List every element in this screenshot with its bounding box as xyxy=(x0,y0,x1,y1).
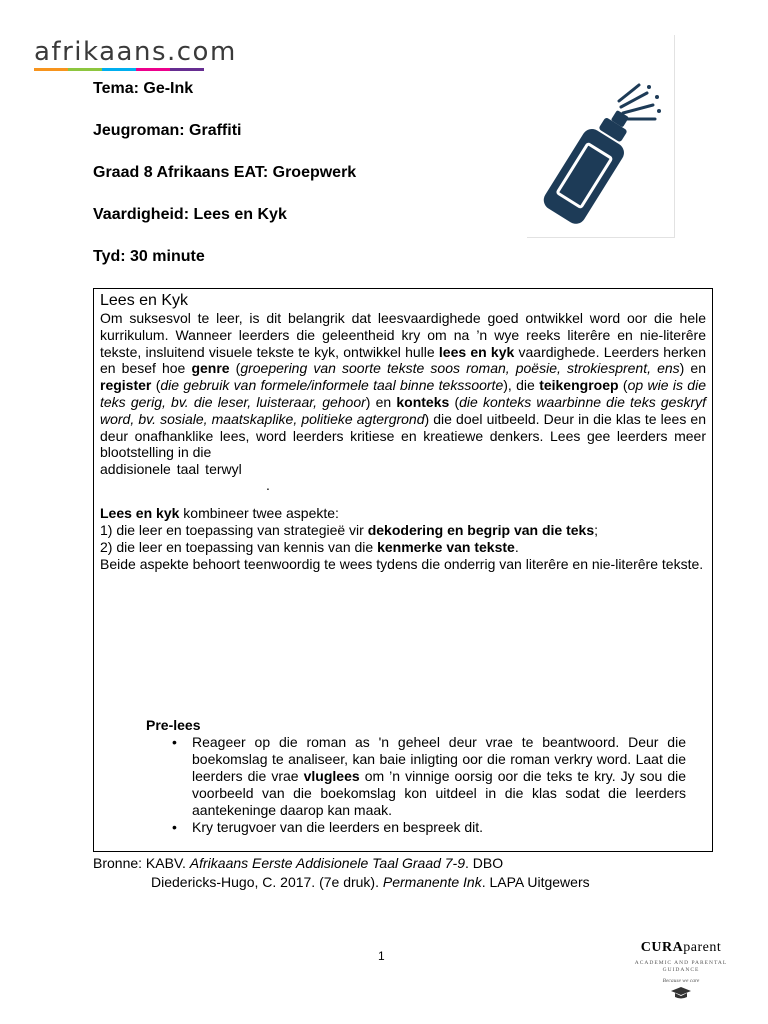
curaparent-tagline: Because we care xyxy=(662,978,700,984)
intro-paragraph-last-line: addisionele taal terwyl xyxy=(100,461,242,478)
graad-heading: Graad 8 Afrikaans EAT: Groepwerk xyxy=(93,164,357,181)
aspects-lead: Lees en kyk kombineer twee aspekte: xyxy=(100,504,339,521)
page-number: 1 xyxy=(378,949,385,963)
pre-lees-list xyxy=(146,734,686,836)
pre-lees-section xyxy=(146,717,686,836)
jeugroman-heading: Jeugroman: Graffiti xyxy=(93,122,242,139)
graduation-cap-icon xyxy=(670,986,692,1000)
aspects-closing: Beide aspekte behoort teenwoordig te wees tydens die onderrig van literêre en nie-literêre tekste. xyxy=(100,555,704,572)
vaardigheid-heading: Vaardigheid: Lees en Kyk xyxy=(93,206,287,223)
stray-dot: . xyxy=(266,476,270,493)
aspect-item-1: 1) die leer en toepassing van strategieë vir dekodering en begrip van die teks; xyxy=(100,521,599,538)
logo-text: afrikaans.com xyxy=(34,37,237,67)
curaparent-logo xyxy=(626,940,736,1005)
source-line-1: Bronne: KABV. Afrikaans Eerste Addisionele Taal Graad 7-9. DBO xyxy=(93,855,504,871)
curaparent-name: CURAparent xyxy=(640,940,722,955)
tyd-heading: Tyd: 30 minute xyxy=(93,248,205,265)
tema-heading: Tema: Ge-Ink xyxy=(93,80,194,97)
spray-can-icon xyxy=(543,81,663,231)
afrikaans-logo xyxy=(34,37,237,71)
illustration-frame xyxy=(527,35,675,238)
aspect-item-2: 2) die leer en toepassing van kennis van die kenmerke van tekste. xyxy=(100,538,519,555)
curaparent-subtitle: ACADEMIC AND PARENTAL GUIDANCE xyxy=(634,960,728,973)
pre-lees-title: Pre-lees xyxy=(146,717,201,733)
intro-paragraph: Om suksesvol te leer, is dit belangrik dat leesvaardighede goed ontwikkel word oor die hele kurrikulum. Wanneer leerders die geleentheid kry om na ’n wye reeks literêre en nie-literêre tekste, insluitend visuele tekste te kyk, ontwikkel hulle lees en kyk vaardighede. Leerders herken en besef hoe genre (groepering van soorte tekste soos roman, poësie, strokiesprent, ens) en register (die gebruik van formele/informele taal binne tekssoorte), die teikengroep (op wie is die teks gerig, bv. die leser, luisteraar, gehoor) en konteks (die konteks waarbinne die teks geskryf word, bv. sosiale, maatskaplike, politieke agtergrond) die doel uitbeeld. Deur in die klas te lees en deur onafhanklike lees, word leerders kritiese en kreatiewe denkers. Lees gee leerders meer blootstelling in die xyxy=(100,310,707,461)
source-line-2: Diedericks-Hugo, C. 2017. (7e druk). Permanente Ink. LAPA Uitgewers xyxy=(151,873,590,890)
list-item: • Reageer op die roman as 'n geheel deur vrae te beantwoord. Deur die boekomslag te analiseer, kan baie inligting oor die roman verkry word. Laat die leerders die vrae vluglees om ’n vinnige oorsig oor die teks te kry. Jy sou die voorbeeld van die boekomslag kon uitdeel in die klas sodat die leerders aantekeninge daarop kan maak. xyxy=(172,734,686,819)
sources xyxy=(93,854,590,891)
logo-color-bar xyxy=(34,68,204,71)
lees-en-kyk-box xyxy=(93,288,713,852)
aspects-block xyxy=(100,505,706,573)
list-item: • Kry terugvoer van die leerders en bespreek dit. xyxy=(172,819,686,836)
box-title: Lees en Kyk xyxy=(100,292,189,309)
